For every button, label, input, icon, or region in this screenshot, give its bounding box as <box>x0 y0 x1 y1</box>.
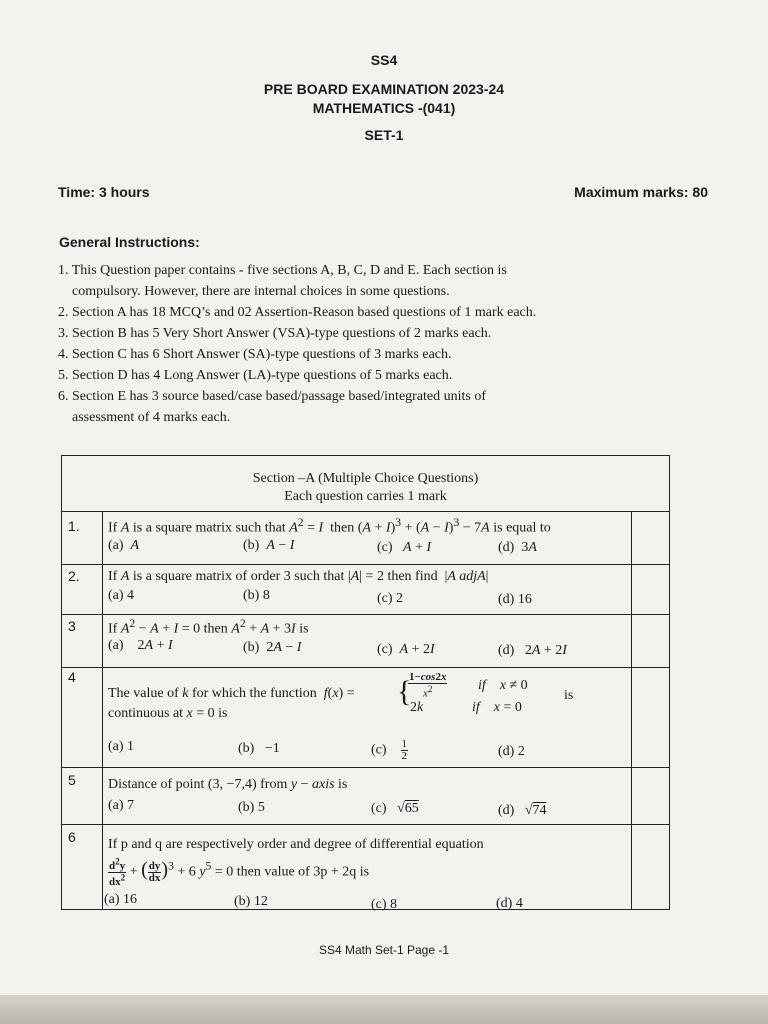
question-text: If p and q are respectively order and degree of differential equation <box>108 837 484 852</box>
instruction-line: 3. Section B has 5 Very Short Answer (VSA)-type questions of 2 marks each. <box>58 326 492 341</box>
question-equation: $\frac{d^2y}{dx^2}$ + ( $\frac{dy}{dx}$ )$^3$ + 6 $y^5 = 0$ then value of 3p + 2q is <box>109 856 370 889</box>
section-subtitle: Each question carries 1 mark <box>284 489 447 504</box>
page-footer: SS4 Math Set-1 Page -1 <box>318 943 450 957</box>
piecewise-case-2: 2k <box>410 700 424 715</box>
section-title: Section –A (Multiple Choice Questions) <box>252 471 479 486</box>
option-c: (c) $\frac{1}{2}$ <box>371 738 408 762</box>
instructions-title: General Instructions: <box>59 234 200 250</box>
option-b: (b) 12 <box>234 894 268 909</box>
question-number: 6 <box>68 829 76 845</box>
option-d: (d) 2 <box>498 744 525 759</box>
question-number: 2. <box>68 568 80 584</box>
instruction-line: 4. Section C has 6 Short Answer (SA)-type questions of 3 marks each. <box>58 347 452 362</box>
option-a: (a) 4 <box>108 588 135 603</box>
exam-title: PRE BOARD EXAMINATION 2023-24 <box>263 81 505 97</box>
option-d: (d) 2A + 2I <box>498 643 567 658</box>
option-c: (c) A + 2I <box>377 642 435 657</box>
option-a: (a) 7 <box>108 798 135 813</box>
question-text: If A is a square matrix such that $A^2 = I$ then $(A + I)^3 + (A - I)^3 - 7A$ is equal to <box>108 516 551 536</box>
option-c: (c) 8 <box>371 897 398 912</box>
instruction-line: 2. Section A has 18 MCQ’s and 02 Assertion-Reason based questions of 1 mark each. <box>58 305 537 320</box>
option-b: (b) A − I <box>243 538 295 553</box>
instructions-list <box>58 260 658 428</box>
max-marks-label: Maximum marks: 80 <box>574 184 708 200</box>
piecewise-cond-1: if x ≠ 0 <box>478 678 528 693</box>
row-divider <box>62 824 669 825</box>
set-label: SET-1 <box>364 127 404 143</box>
option-c: (c) √65 <box>371 801 419 816</box>
option-c: (c) A + I <box>377 540 432 555</box>
option-a: (a) 1 <box>108 739 135 754</box>
question-text: If $A^2 - A + I = 0$ then $A^2 + A + 3I$ is <box>108 617 309 637</box>
option-a: (a) 16 <box>104 892 138 907</box>
piecewise-case-1: $\frac{1-\cos 2x}{x^2}$ <box>409 671 447 700</box>
subject-title: MATHEMATICS -(041) <box>312 100 456 116</box>
instruction-line: 1. This Question paper contains - five sections A, B, C, D and E. Each section is <box>58 263 507 278</box>
question-text-cont: continuous at x = 0 is <box>108 706 228 721</box>
option-d: (d) 3A <box>498 540 537 555</box>
question-text: Distance of point (3, −7,4) from y − axis is <box>108 777 348 792</box>
option-b: (b) 2A − I <box>243 640 302 655</box>
row-divider <box>62 667 669 668</box>
option-b: (b) 8 <box>243 588 270 603</box>
desk-surface <box>0 995 768 1024</box>
row-divider <box>62 564 669 565</box>
option-c: (c) 2 <box>377 591 404 606</box>
question-text: If A is a square matrix of order 3 such that |A| = 2 then find |A adjA| <box>108 569 489 584</box>
option-b: (b) −1 <box>238 741 280 756</box>
option-d: (d) 16 <box>498 592 532 607</box>
piecewise-cond-2: if x = 0 <box>472 700 522 715</box>
instruction-line: assessment of 4 marks each. <box>72 410 231 425</box>
option-d: (d) √74 <box>498 803 547 818</box>
questions-table <box>61 455 670 910</box>
col-divider <box>102 511 103 909</box>
paper-code: SS4 <box>370 52 398 68</box>
question-text-is: is <box>564 688 574 703</box>
col-divider <box>631 511 632 909</box>
question-number: 5 <box>68 772 76 788</box>
instruction-line: 5. Section D has 4 Long Answer (LA)-type questions of 5 marks each. <box>58 368 453 383</box>
question-number: 1. <box>68 518 80 534</box>
instruction-line: 6. Section E has 3 source based/case based/passage based/integrated units of <box>58 389 487 404</box>
piecewise-brace: { <box>397 675 412 708</box>
row-divider <box>62 511 669 512</box>
option-a: (a) 2A + I <box>108 638 173 653</box>
question-number: 4 <box>68 669 76 685</box>
option-b: (b) 5 <box>238 800 265 815</box>
time-label: Time: 3 hours <box>58 184 150 200</box>
option-d: (d) 4 <box>496 896 523 911</box>
instruction-line: compulsory. However, there are internal choices in some questions. <box>72 284 450 299</box>
option-a: (a) A <box>108 538 140 553</box>
question-text: The value of k for which the function f(x) = <box>108 686 355 701</box>
row-divider <box>62 614 669 615</box>
question-number: 3 <box>68 618 76 634</box>
row-divider <box>62 767 669 768</box>
